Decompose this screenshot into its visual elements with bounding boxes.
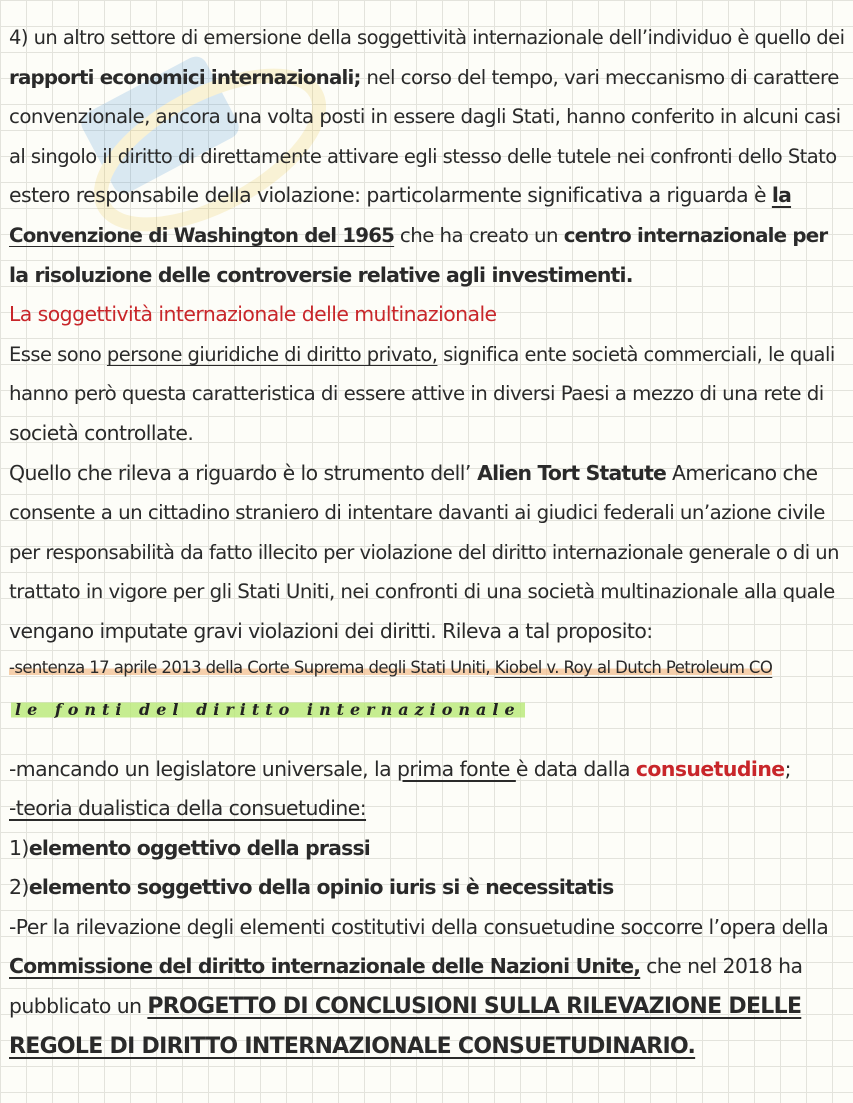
text-line [9, 58, 845, 98]
text-line [9, 652, 845, 684]
text: vengano imputate gravi violazioni dei diritti. Rileva a tal proposito: [9, 618, 653, 643]
text-line [9, 987, 845, 1027]
red-keyword: consuetudine [635, 756, 785, 781]
bold-term: elemento soggettivo della opinio iuris si è necessitatis [28, 875, 614, 900]
list-number: 1) [9, 835, 29, 860]
text: hanno però questa caratteristica di essere attive in diversi Paesi a mezzo di una rete di [9, 382, 824, 406]
text: 4) un altro settore di emersione della soggettività internazionale dell’individuo è quello dei [9, 26, 845, 49]
text-line [9, 572, 845, 612]
text: Americano che [666, 460, 818, 485]
text: -Per la rilevazione degli elementi costitutivi della consuetudine soccorre l’opera della [9, 914, 829, 939]
list-number: 2) [9, 875, 29, 900]
text: che nel 2018 ha [640, 954, 803, 979]
text-line [9, 335, 845, 375]
section-title-line [9, 684, 845, 750]
text: estero responsabile della violazione: particolarmente significativa a riguarda è [9, 183, 772, 208]
text-line [9, 97, 845, 137]
text-line [9, 533, 845, 573]
highlighted-citation [9, 658, 772, 677]
text: società controllate. [9, 420, 194, 445]
case-name: Kiobel v. Roy al Dutch Petroleum CO [494, 657, 773, 677]
bold-term: centro internazionale per [563, 223, 828, 247]
underlined-term: persone giuridiche di diritto privato, [106, 342, 438, 366]
text: pubblicato un [9, 994, 148, 1019]
text-line [9, 829, 845, 869]
text: convenzionale, ancora una volta posti in essere dagli Stati, hanno conferito in alcuni casi [9, 105, 841, 129]
bold-term: Alien Tort Statute [470, 460, 667, 485]
underlined-heading: -teoria dualistica della consuetudine: [9, 796, 367, 821]
text-line [9, 18, 845, 58]
commission-name: Commissione del diritto internazionale delle Nazioni Unite, [9, 954, 641, 979]
text-line [9, 374, 845, 414]
bold-term: elemento oggettivo della prassi [28, 835, 370, 860]
text-line [9, 137, 845, 177]
text: ; [784, 756, 791, 781]
convention-name: Convenzione di Washington del 1965 [9, 223, 395, 247]
text-line [9, 908, 845, 948]
subheading [9, 295, 845, 335]
text-line [9, 216, 845, 256]
text-line [9, 789, 845, 829]
text: trattato in vigore per gli Stati Uniti, nei confronti di una società multinazionale alla quale [9, 580, 835, 604]
text-line [9, 256, 845, 296]
text-line [9, 750, 845, 790]
citation-text: -sentenza 17 aprile 2013 della Corte Suprema degli Stati Uniti, [9, 657, 495, 677]
project-title: PROGETTO DI CONCLUSIONI SULLA RILEVAZIONE DELLE [147, 994, 802, 1020]
text: che ha creato un [394, 223, 564, 247]
text-line [9, 868, 845, 908]
text: Esse sono [9, 342, 107, 366]
bold-underlined-term: la [771, 183, 792, 208]
text: consente a un cittadino straniero di intentare davanti ai giudici federali un’azione civile [9, 501, 825, 525]
text-line [9, 1027, 845, 1067]
text-line [9, 947, 845, 987]
text: nel corso del tempo, vari meccanismo di carattere [360, 65, 839, 89]
text: Quello che rileva a riguardo è lo strumento dell’ [9, 460, 471, 485]
text-line [9, 176, 845, 216]
subheading-text: La soggettività internazionale delle multinazionale [9, 302, 497, 327]
text: significa ente società commerciali, le quali [437, 342, 835, 366]
text-line [9, 414, 845, 454]
text-line [9, 454, 845, 494]
text: -mancando un legislatore universale, la [9, 756, 397, 781]
note-page [9, 18, 845, 1066]
bold-term: rapporti economici internazionali; [9, 65, 361, 89]
text: è data dalla [515, 756, 636, 781]
text-line [9, 612, 845, 652]
text-line [9, 493, 845, 533]
bold-term: la risoluzione delle controversie relative agli investimenti. [9, 262, 633, 287]
section-title: le fonti del diritto internazionale [11, 698, 525, 721]
text: per responsabilità da fatto illecito per violazione del diritto internazionale generale o di un [9, 540, 839, 564]
underlined-term: prima fonte [396, 756, 516, 781]
project-title: REGOLE DI DIRITTO INTERNAZIONALE CONSUETUDINARIO. [9, 1033, 696, 1059]
text: al singolo il diritto di direttamente attivare egli stesso delle tutele nei confronti dello Stato [9, 144, 837, 168]
